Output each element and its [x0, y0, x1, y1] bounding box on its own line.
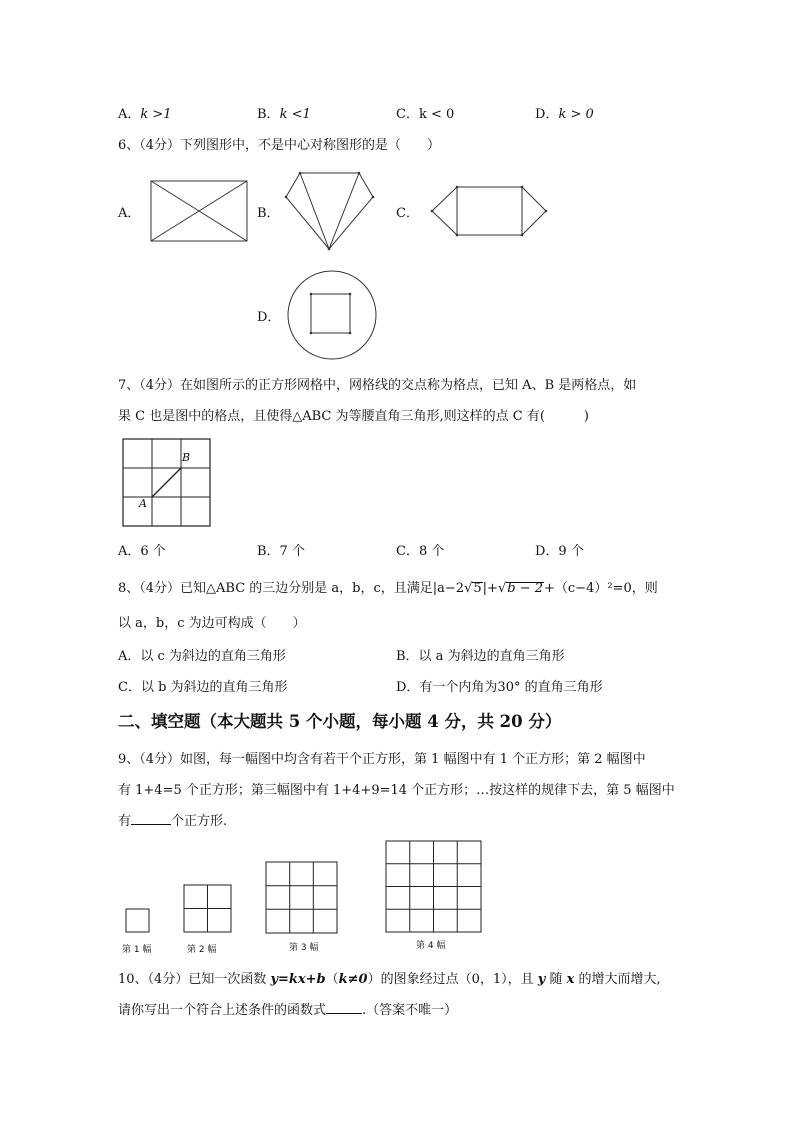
q9-caption-3: 第 3 幅 — [289, 943, 319, 953]
q10-var-y: y — [537, 972, 546, 987]
q7-option-b: B．7 个 — [257, 544, 305, 559]
q6-label-b: B． — [257, 206, 280, 221]
q6-stem: 6、（4分）下列图形中，不是中心对称图形的是（ ） — [118, 138, 441, 153]
q9-caption-4: 第 4 幅 — [416, 941, 446, 951]
q7-option-c: C．8 个 — [396, 544, 445, 559]
q9-line3 — [118, 810, 227, 829]
q5-option-d: D．k > 0 — [535, 107, 594, 122]
q8-sqrt5: 5 — [473, 581, 482, 596]
q9-figure-4 — [385, 840, 483, 934]
q9-figure-1 — [125, 908, 151, 934]
q6-label-c: C． — [396, 206, 419, 221]
sqrt-symbol: √ — [464, 581, 473, 596]
q10-line2-post: .（答案不唯一） — [362, 1003, 458, 1018]
q10-text-b: （ — [325, 972, 339, 987]
q7-option-d: D．9 个 — [535, 544, 584, 559]
q5-option-a: A．k >1 — [118, 107, 172, 122]
q10-line2 — [118, 999, 457, 1018]
q10-text-e: 的增大而增大, — [574, 972, 661, 987]
q8-option-a: A．以 c 为斜边的直角三角形 — [118, 649, 286, 664]
q9-caption-2: 第 2 幅 — [187, 945, 217, 955]
q8-option-d: D．有一个内角为30° 的直角三角形 — [396, 680, 603, 695]
q6-figure-b — [283, 170, 378, 252]
q5-option-b: B．k <1 — [257, 107, 311, 122]
q9-figure-2 — [183, 884, 233, 934]
sqrt-symbol: √ — [497, 581, 507, 596]
q6-label-a: A． — [118, 206, 141, 221]
section-heading: 二、填空题（本大题共 5 个小题，每小题 4 分，共 20 分） — [118, 712, 562, 731]
q6-figure-a — [150, 180, 250, 244]
q8-stem-line1 — [118, 577, 658, 596]
q10-answer-blank[interactable] — [326, 1000, 362, 1014]
q8-sqrt-b: b − 2 — [507, 581, 543, 596]
q9-caption-1: 第 1 幅 — [122, 945, 152, 955]
q7-grid-figure — [122, 438, 214, 530]
q8-option-b: B．以 a 为斜边的直角三角形 — [396, 649, 565, 664]
q10-text-a: 10、（4分）已知一次函数 — [118, 972, 271, 987]
q7-stem-line2: 果 C 也是图中的格点，且使得△ABC 为等腰直角三角形,则这样的点 C 有( ) — [118, 409, 589, 424]
q10-text-d: 随 — [545, 972, 567, 987]
q6-figure-d — [286, 270, 378, 362]
q6-label-d: D． — [257, 310, 281, 325]
q10-var-x: x — [566, 972, 575, 987]
q9-line1: 9、（4分）如图，每一幅图中均含有若干个正方形，第 1 幅图中有 1 个正方形；第 2 幅图中 — [118, 752, 646, 767]
q8-stem-part1: 8、（4分）已知△ABC 的三边分别是 a，b，c，且满足|a−2 — [118, 581, 465, 596]
q9-line2: 有 1+4=5 个正方形；第三幅图中有 1+4+9=14 个正方形；…按这样的规律下去，第 5 幅图中 — [118, 783, 675, 798]
q7-point-b-label: B — [182, 451, 191, 464]
q5-option-c: C．k < 0 — [396, 107, 455, 122]
q10-text-c: ）的图象经过点（0，1），且 — [367, 972, 538, 987]
q8-stem-part3: +（c−4）²=0，则 — [544, 581, 658, 596]
q9-line3-pre: 有 — [118, 814, 132, 829]
q8-option-c: C．以 b 为斜边的直角三角形 — [118, 680, 288, 695]
q7-stem-line1: 7、（4分）在如图所示的正方形网格中，网格线的交点称为格点，已知 A、B 是两格点，如 — [118, 378, 637, 393]
q6-figure-c — [430, 184, 550, 240]
q10-line2-pre: 请你写出一个符合上述条件的函数式 — [118, 1003, 327, 1018]
q9-line3-post: 个正方形. — [171, 814, 228, 829]
q7-point-a-label: A — [139, 497, 147, 510]
q10-function: y=kx+b — [270, 972, 326, 987]
q10-condition: k≠0 — [338, 972, 368, 987]
q10-line1 — [118, 968, 661, 987]
q9-figure-3 — [265, 861, 339, 935]
q9-answer-blank[interactable] — [131, 811, 171, 825]
q7-option-a: A．6 个 — [118, 544, 166, 559]
q8-stem-line2: 以 a，b，c 为边可构成（ ） — [118, 616, 306, 631]
q8-stem-part2: |+ — [482, 581, 498, 596]
